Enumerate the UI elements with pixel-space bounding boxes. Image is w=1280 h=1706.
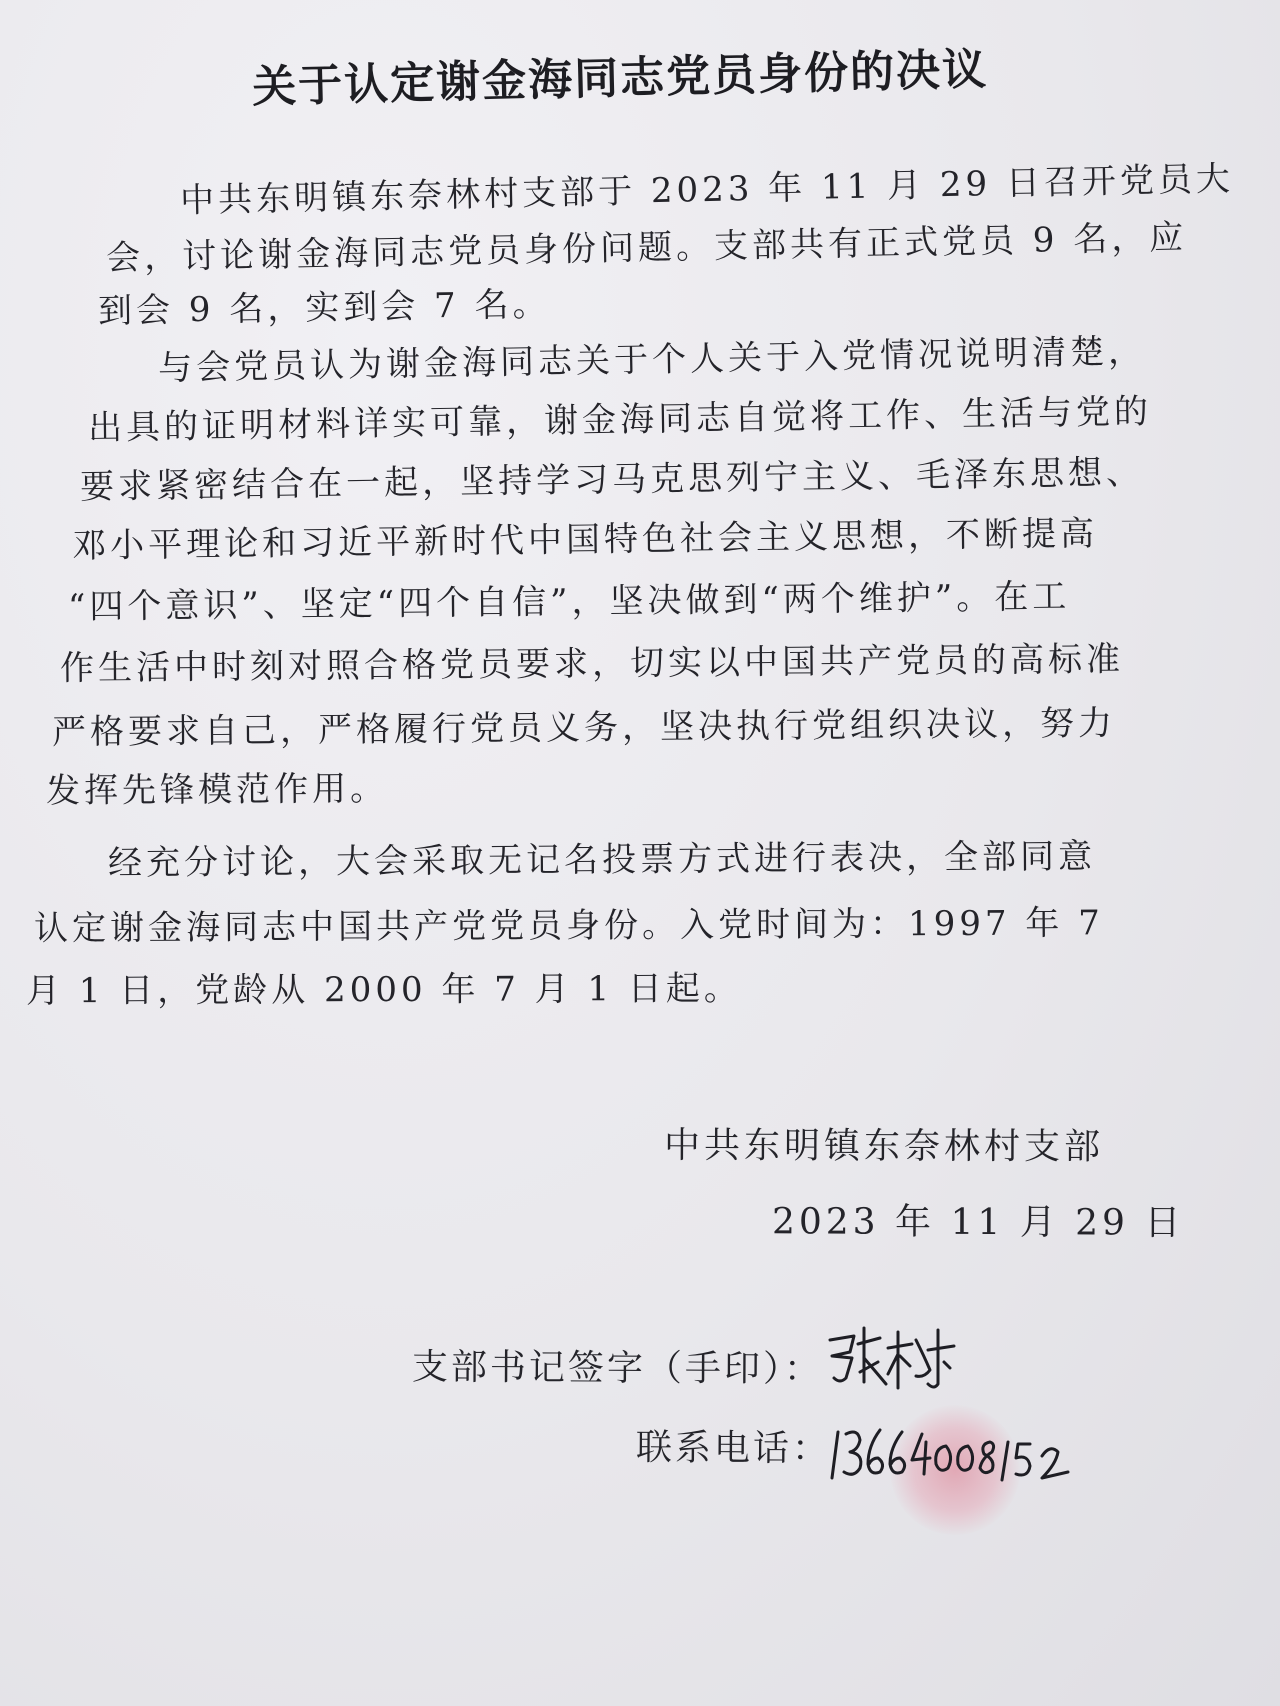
paragraph2-line-2: 出具的证明材料详实可靠，谢金海同志自觉将工作、生活与党的 <box>87 391 1153 449</box>
paragraph1-line-1: 中共东明镇东奈林村支部于 2023 年 11 月 29 日召开党员大 <box>179 158 1235 222</box>
signature-label: 支部书记签字（手印）： <box>411 1346 824 1391</box>
paragraph1-line-2: 会，讨论谢金海同志党员身份问题。支部共有正式党员 9 名，应 <box>105 217 1188 279</box>
paragraph2-line-4: 邓小平理论和习近平新时代中国特色社会主义思想，不断提高 <box>71 513 1099 567</box>
issue-date: 2023 年 11 月 29 日 <box>771 1201 1185 1244</box>
paragraph3-line-1: 经充分讨论，大会采取无记名投票方式进行表决，全部同意 <box>107 836 1097 884</box>
paragraph2-line-8: 发挥先锋模范作用。 <box>45 768 389 812</box>
paragraph3-line-3: 月 1 日，党龄从 2000 年 7 月 1 日起。 <box>25 968 742 1012</box>
paragraph2-line-5: “四个意识”、坚定“四个自信”，坚决做到“两个维护”。在工 <box>67 576 1071 628</box>
paragraph2-line-3: 要求紧密结合在一起，坚持学习马克思列宁主义、毛泽东思想、 <box>79 452 1145 508</box>
handwritten-signature <box>820 1318 970 1398</box>
handwritten-phone-number <box>824 1412 1074 1492</box>
phone-label: 联系电话： <box>635 1427 832 1470</box>
paragraph2-line-7: 严格要求自己，严格履行党员义务，坚决执行党组织决议，努力 <box>51 703 1117 753</box>
paragraph2-line-6: 作生活中时刻对照合格党员要求，切实以中国共产党员的高标准 <box>59 639 1125 689</box>
paragraph3-line-2: 认定谢金海同志中国共产党党员身份。入党时间为：1997 年 7 <box>33 903 1104 949</box>
document-title: 关于认定谢金海同志党员身份的决议 <box>251 44 989 113</box>
paragraph2-line-1: 与会党员认为谢金海同志关于个人关于入党情况说明清楚， <box>157 331 1147 389</box>
issuer-name: 中共东明镇东奈林村支部 <box>663 1125 1105 1168</box>
paragraph1-line-3: 到会 9 名，实到会 7 名。 <box>97 284 551 332</box>
